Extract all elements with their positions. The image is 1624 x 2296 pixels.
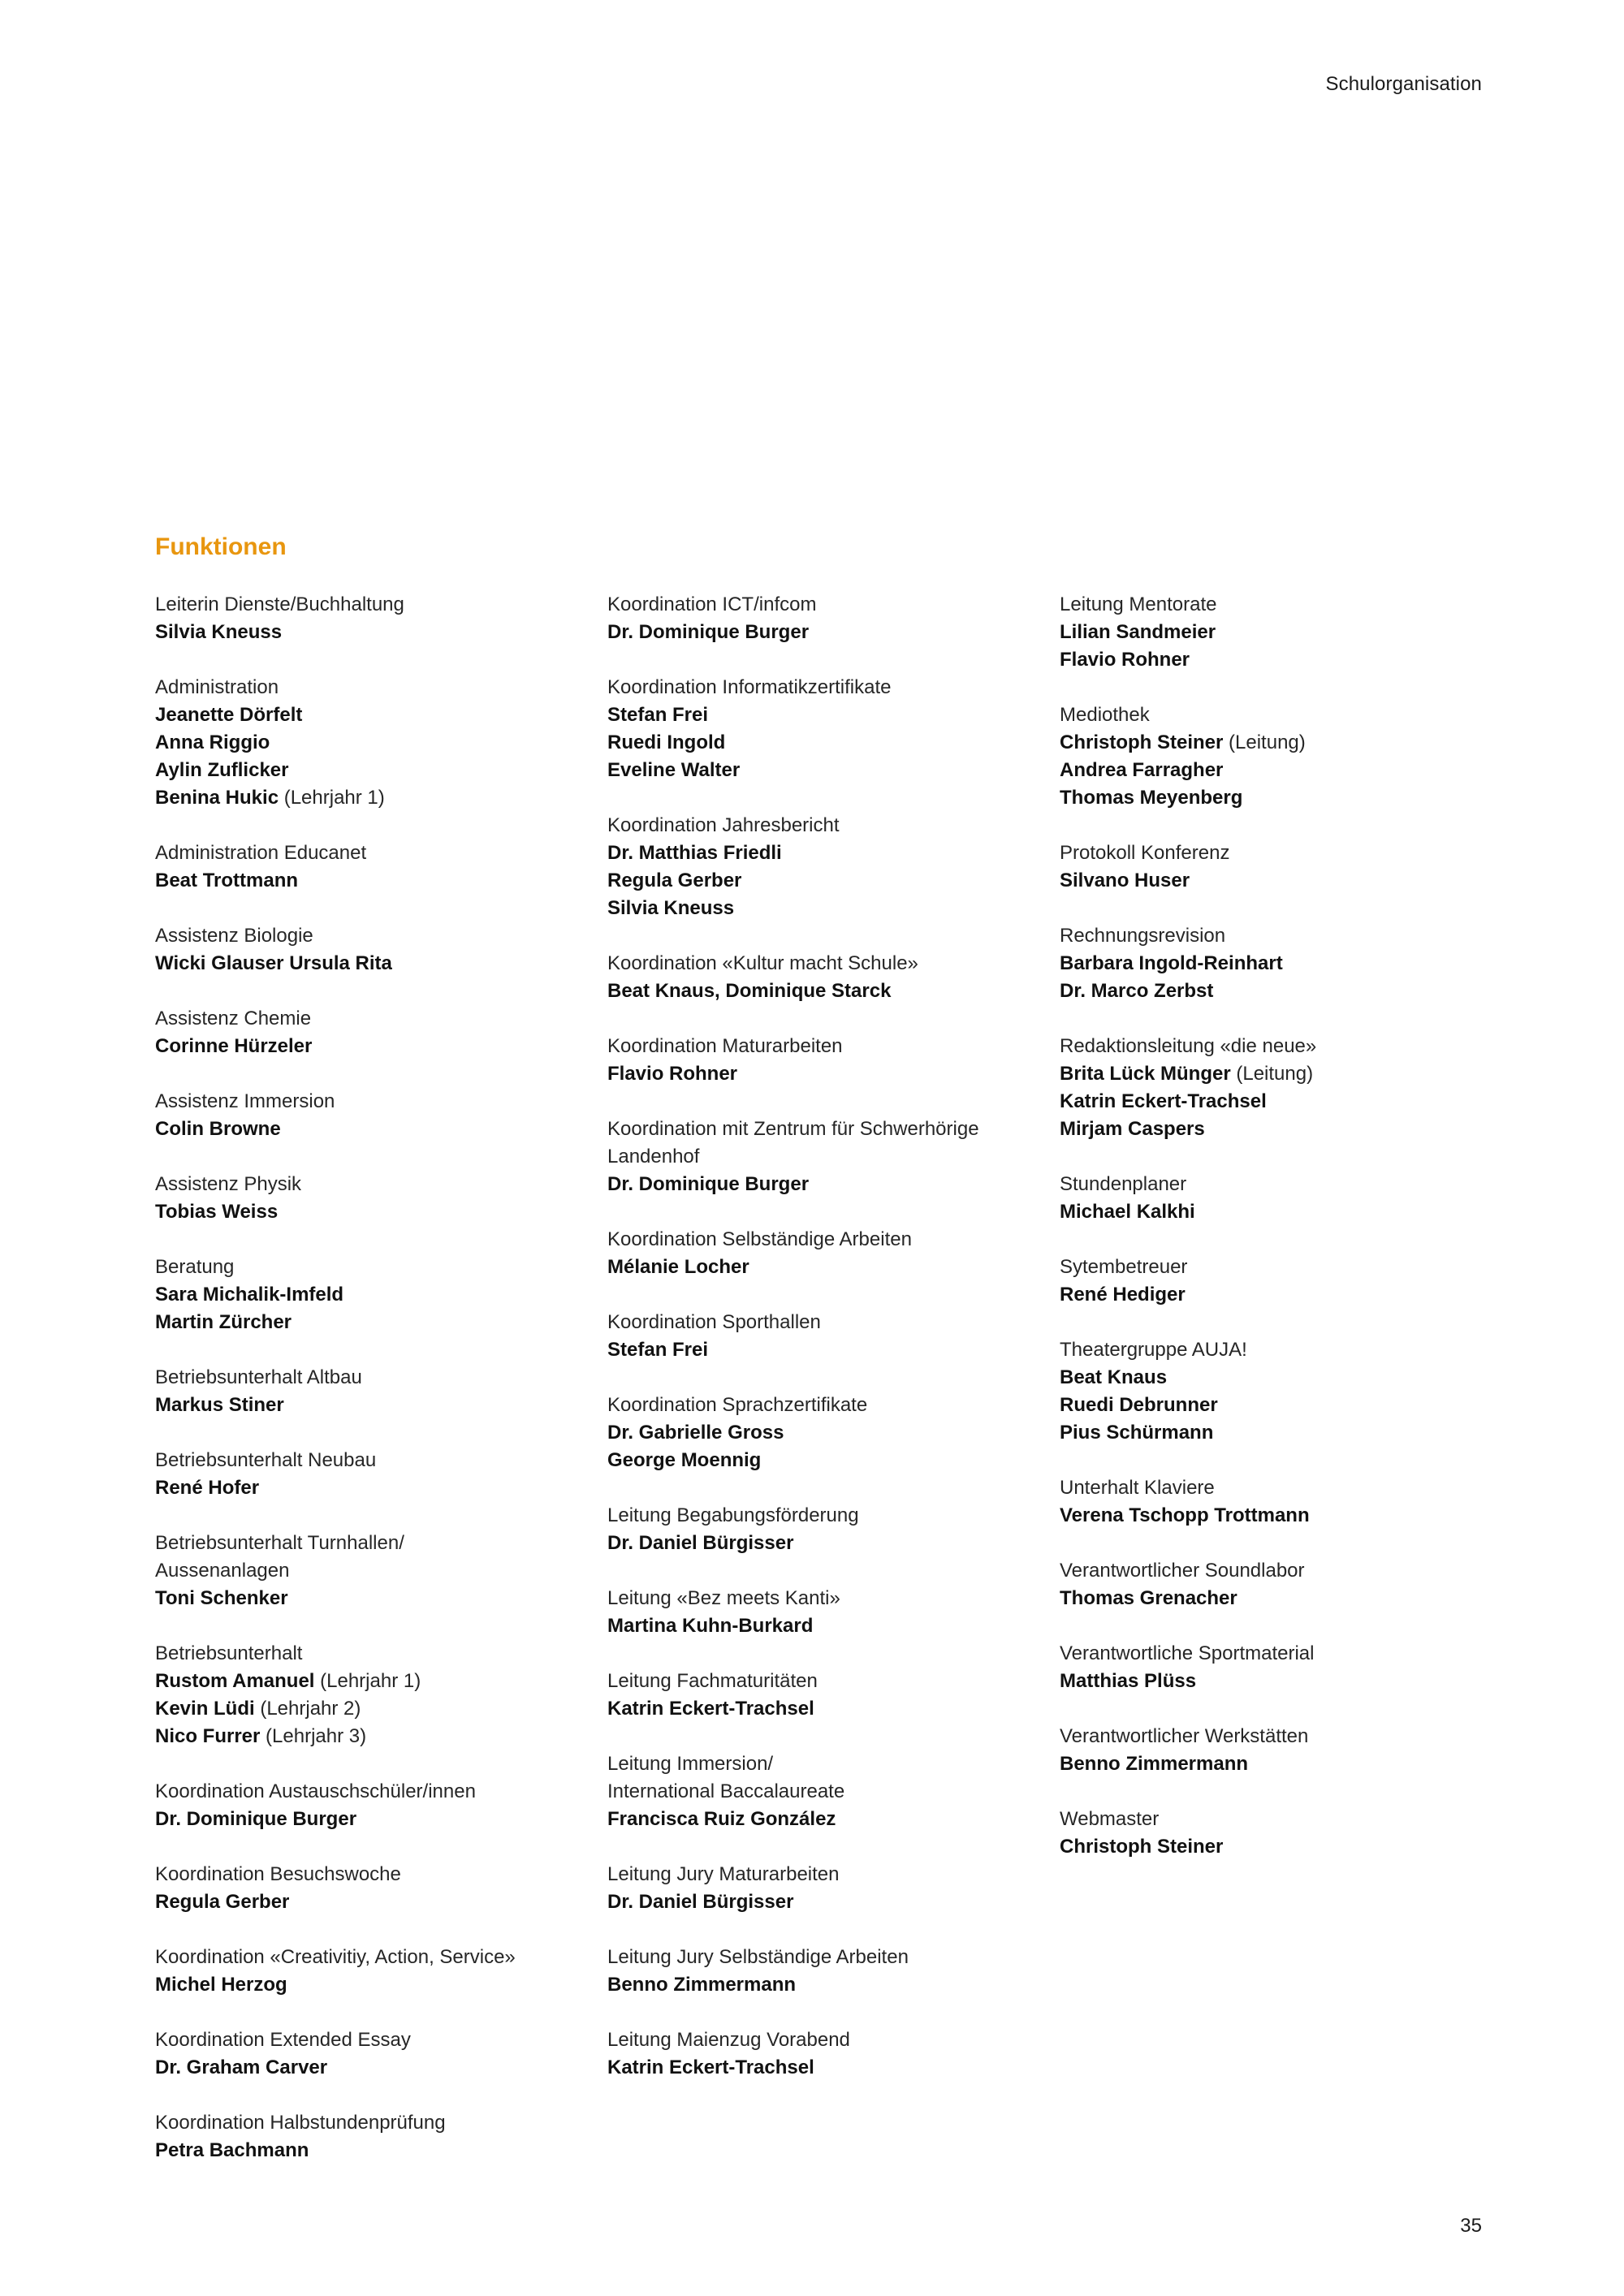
function-entry: [1060, 1171, 1466, 1226]
person-name: Sara Michalik-Imfeld: [155, 1284, 344, 1306]
person-name: Benina Hukic: [155, 787, 279, 809]
function-title: Koordination Maturarbeiten: [607, 1035, 843, 1057]
function-title: Assistenz Chemie: [155, 1008, 312, 1029]
person-name: Petra Bachmann: [155, 2139, 309, 2161]
person-line: [1060, 729, 1466, 757]
function-title: Webmaster: [1060, 1808, 1160, 1830]
person-name: Thomas Meyenberg: [1060, 787, 1243, 809]
person-line: [155, 1309, 561, 1336]
function-title: Protokoll Konferenz: [1060, 842, 1230, 864]
function-entry: [607, 1585, 1013, 1640]
function-title: Koordination Halbstundenprüfung: [155, 2112, 446, 2134]
person-line: [1060, 1750, 1466, 1778]
function-title: Assistenz Immersion: [155, 1090, 335, 1112]
function-entry: [1060, 1806, 1466, 1861]
function-entry: [607, 1116, 1013, 1198]
person-line: [607, 729, 1013, 757]
person-line: [155, 619, 561, 646]
person-line: [1060, 1585, 1466, 1612]
function-title: Aussenanlagen: [155, 1560, 290, 1582]
function-entry: [607, 674, 1013, 784]
function-title: Unterhalt Klaviere: [1060, 1477, 1215, 1499]
person-name: Kevin Lüdi: [155, 1698, 255, 1720]
person-name: Katrin Eckert-Trachsel: [607, 2056, 814, 2078]
person-name: Katrin Eckert-Trachsel: [607, 1698, 814, 1720]
function-title: Landenhof: [607, 1146, 700, 1167]
function-entry: [607, 1392, 1013, 1474]
function-title: Leitung Jury Selbständige Arbeiten: [607, 1946, 909, 1968]
person-name: Stefan Frei: [607, 704, 709, 726]
function-entry: [155, 1861, 561, 1916]
function-entry: [155, 591, 561, 646]
function-entry: [155, 1171, 561, 1226]
function-entry: [155, 1640, 561, 1750]
person-line: [155, 867, 561, 895]
person-name: Colin Browne: [155, 1118, 281, 1140]
function-entry: [1060, 1033, 1466, 1143]
person-name: Benno Zimmermann: [1060, 1753, 1249, 1775]
person-line: [1060, 1088, 1466, 1116]
function-entry: [155, 1254, 561, 1336]
person-name: Beat Knaus: [1060, 1366, 1168, 1388]
person-line: [155, 1281, 561, 1309]
person-name: Dr. Daniel Bürgisser: [607, 1532, 794, 1554]
person-line: [1060, 1419, 1466, 1447]
person-line: [155, 1198, 561, 1226]
function-title: Betriebsunterhalt Altbau: [155, 1366, 362, 1388]
function-entry: [155, 674, 561, 812]
person-note: (Leitung): [1230, 1063, 1314, 1085]
function-title: Leitung «Bez meets Kanti»: [607, 1587, 840, 1609]
function-title: Koordination ICT/infcom: [607, 593, 817, 615]
person-name: Beat Knaus, Dominique Starck: [607, 980, 892, 1002]
person-line: [155, 1668, 561, 1695]
function-title: Leitung Fachmaturitäten: [607, 1670, 818, 1692]
person-line: [607, 978, 1013, 1005]
person-line: [1060, 1116, 1466, 1143]
person-name: Pius Schürmann: [1060, 1422, 1214, 1444]
function-title: Koordination Selbständige Arbeiten: [607, 1228, 912, 1250]
function-entry: [607, 1502, 1013, 1557]
function-entry: [607, 1309, 1013, 1364]
person-line: [155, 1695, 561, 1723]
function-title: Koordination Jahresbericht: [607, 814, 840, 836]
person-line: [1060, 1364, 1466, 1392]
function-entry: [1060, 1557, 1466, 1612]
running-header: Schulorganisation: [1325, 73, 1482, 95]
person-line: [155, 1888, 561, 1916]
person-name: Brita Lück Münger: [1060, 1063, 1231, 1085]
function-entry: [1060, 1723, 1466, 1778]
person-line: [607, 839, 1013, 867]
function-title: Beratung: [155, 1256, 235, 1278]
person-name: Dr. Daniel Bürgisser: [607, 1891, 794, 1913]
function-title: Verantwortlicher Soundlabor: [1060, 1560, 1305, 1582]
person-name: Andrea Farragher: [1060, 759, 1224, 781]
person-line: [607, 1171, 1013, 1198]
person-note: (Leitung): [1223, 732, 1306, 753]
person-line: [607, 619, 1013, 646]
function-entry: [1060, 1474, 1466, 1530]
function-title: Koordination Austauschschüler/innen: [155, 1780, 476, 1802]
person-line: [155, 2137, 561, 2164]
person-name: Corinne Hürzeler: [155, 1035, 313, 1057]
person-name: Benno Zimmermann: [607, 1974, 797, 1996]
person-name: Flavio Rohner: [607, 1063, 738, 1085]
person-name: Dr. Graham Carver: [155, 2056, 328, 2078]
function-title: Assistenz Biologie: [155, 925, 313, 947]
person-name: Christoph Steiner: [1060, 732, 1224, 753]
person-line: [1060, 757, 1466, 784]
function-entry: [155, 1944, 561, 1999]
person-line: [1060, 784, 1466, 812]
function-entry: [155, 1088, 561, 1143]
function-title: Leitung Begabungsförderung: [607, 1504, 859, 1526]
function-entry: [607, 2026, 1013, 2082]
person-name: George Moennig: [607, 1449, 762, 1471]
function-entry: [1060, 839, 1466, 895]
function-title: Leitung Jury Maturarbeiten: [607, 1863, 840, 1885]
person-name: René Hediger: [1060, 1284, 1186, 1306]
person-line: [155, 2054, 561, 2082]
person-name: Katrin Eckert-Trachsel: [1060, 1090, 1267, 1112]
person-name: Silvano Huser: [1060, 870, 1190, 891]
function-entry: [155, 2026, 561, 2082]
person-line: [1060, 1281, 1466, 1309]
function-title: Koordination Sporthallen: [607, 1311, 821, 1333]
person-line: [1060, 950, 1466, 978]
person-name: Martin Zürcher: [155, 1311, 292, 1333]
person-note: (Lehrjahr 1): [314, 1670, 421, 1692]
person-name: Aylin Zuflicker: [155, 759, 289, 781]
person-line: [607, 1336, 1013, 1364]
function-title: Leitung Maienzug Vorabend: [607, 2029, 850, 2051]
person-line: [607, 1447, 1013, 1474]
function-entry: [155, 1530, 561, 1612]
person-name: Ruedi Debrunner: [1060, 1394, 1218, 1416]
person-line: [607, 1971, 1013, 1999]
function-title: Mediothek: [1060, 704, 1150, 726]
person-line: [607, 1530, 1013, 1557]
function-title: Koordination «Creativitiy, Action, Service»: [155, 1946, 516, 1968]
person-line: [155, 1971, 561, 1999]
person-name: Mélanie Locher: [607, 1256, 749, 1278]
function-entry: [155, 922, 561, 978]
person-line: [607, 2054, 1013, 2082]
function-entry: [1060, 1640, 1466, 1695]
function-entry: [607, 1861, 1013, 1916]
person-name: Lilian Sandmeier: [1060, 621, 1216, 643]
person-name: René Hofer: [155, 1477, 260, 1499]
person-line: [1060, 1198, 1466, 1226]
function-entry: [155, 1778, 561, 1833]
person-name: Matthias Plüss: [1060, 1670, 1197, 1692]
person-name: Regula Gerber: [155, 1891, 290, 1913]
function-title: Rechnungsrevision: [1060, 925, 1226, 947]
person-line: [1060, 1833, 1466, 1861]
function-entry: [607, 1668, 1013, 1723]
person-line: [155, 1806, 561, 1833]
person-note: (Lehrjahr 2): [254, 1698, 361, 1720]
person-name: Dr. Dominique Burger: [155, 1808, 357, 1830]
function-title: Administration: [155, 676, 279, 698]
function-title: Koordination Extended Essay: [155, 2029, 411, 2051]
function-title: Koordination Informatikzertifikate: [607, 676, 892, 698]
person-line: [1060, 978, 1466, 1005]
function-title: Assistenz Physik: [155, 1173, 302, 1195]
section-heading: Funktionen: [155, 533, 287, 560]
person-line: [155, 1723, 561, 1750]
function-title: Stundenplaner: [1060, 1173, 1187, 1195]
person-name: Martina Kuhn-Burkard: [607, 1615, 814, 1637]
function-entry: [155, 1364, 561, 1419]
person-line: [607, 867, 1013, 895]
person-name: Eveline Walter: [607, 759, 741, 781]
function-title: Leiterin Dienste/Buchhaltung: [155, 593, 404, 615]
person-name: Barbara Ingold-Reinhart: [1060, 952, 1283, 974]
function-title: Redaktionsleitung «die neue»: [1060, 1035, 1317, 1057]
person-name: Mirjam Caspers: [1060, 1118, 1205, 1140]
person-name: Tobias Weiss: [155, 1201, 279, 1223]
person-name: Michel Herzog: [155, 1974, 287, 1996]
person-line: [155, 729, 561, 757]
function-entry: [607, 1033, 1013, 1088]
page-number: 35: [1460, 2215, 1482, 2237]
person-line: [607, 1695, 1013, 1723]
person-line: [155, 1474, 561, 1502]
person-name: Christoph Steiner: [1060, 1836, 1224, 1858]
person-note: (Lehrjahr 1): [279, 787, 385, 809]
person-name: Silvia Kneuss: [155, 621, 283, 643]
person-line: [607, 895, 1013, 922]
function-title: Leitung Mentorate: [1060, 593, 1217, 615]
function-entry: [155, 1005, 561, 1060]
person-name: Anna Riggio: [155, 732, 270, 753]
function-entry: [155, 839, 561, 895]
person-name: Wicki Glauser Ursula Rita: [155, 952, 392, 974]
person-name: Dr. Matthias Friedli: [607, 842, 782, 864]
person-line: [1060, 1668, 1466, 1695]
person-line: [155, 1116, 561, 1143]
person-line: [1060, 867, 1466, 895]
column-2: [607, 591, 1013, 2109]
person-line: [155, 1392, 561, 1419]
person-name: Stefan Frei: [607, 1339, 709, 1361]
person-line: [155, 784, 561, 812]
function-title: International Baccalaureate: [607, 1780, 845, 1802]
function-title: Betriebsunterhalt Neubau: [155, 1449, 377, 1471]
column-3: [1060, 591, 1466, 1888]
function-title: Administration Educanet: [155, 842, 367, 864]
person-name: Dr. Marco Zerbst: [1060, 980, 1214, 1002]
function-entry: [1060, 591, 1466, 674]
person-name: Rustom Amanuel: [155, 1670, 315, 1692]
person-line: [155, 701, 561, 729]
person-line: [1060, 1060, 1466, 1088]
function-title: Sytembetreuer: [1060, 1256, 1188, 1278]
function-entry: [607, 591, 1013, 646]
person-line: [1060, 646, 1466, 674]
function-title: Koordination mit Zentrum für Schwerhörige: [607, 1118, 979, 1140]
person-line: [607, 1806, 1013, 1833]
person-line: [155, 1585, 561, 1612]
function-entry: [607, 1226, 1013, 1281]
person-name: Dr. Gabrielle Gross: [607, 1422, 784, 1444]
person-line: [155, 1033, 561, 1060]
function-title: Verantwortlicher Werkstätten: [1060, 1725, 1309, 1747]
function-entry: [1060, 701, 1466, 812]
function-title: Betriebsunterhalt: [155, 1642, 303, 1664]
person-line: [607, 1419, 1013, 1447]
function-title: Koordination «Kultur macht Schule»: [607, 952, 918, 974]
person-line: [607, 701, 1013, 729]
person-line: [155, 757, 561, 784]
person-name: Francisca Ruiz González: [607, 1808, 836, 1830]
function-title: Verantwortliche Sportmaterial: [1060, 1642, 1315, 1664]
person-note: (Lehrjahr 3): [260, 1725, 367, 1747]
function-title: Theatergruppe AUJA!: [1060, 1339, 1247, 1361]
person-line: [607, 757, 1013, 784]
function-entry: [607, 812, 1013, 922]
person-name: Regula Gerber: [607, 870, 742, 891]
function-entry: [155, 1447, 561, 1502]
person-line: [1060, 1502, 1466, 1530]
person-name: Beat Trottmann: [155, 870, 299, 891]
person-name: Nico Furrer: [155, 1725, 261, 1747]
person-line: [607, 1060, 1013, 1088]
function-entry: [1060, 1254, 1466, 1309]
person-line: [607, 1254, 1013, 1281]
function-entry: [607, 1750, 1013, 1833]
function-title: Koordination Besuchswoche: [155, 1863, 401, 1885]
function-entry: [155, 2109, 561, 2164]
person-name: Flavio Rohner: [1060, 649, 1190, 671]
person-line: [607, 1888, 1013, 1916]
person-name: Toni Schenker: [155, 1587, 288, 1609]
function-entry: [607, 1944, 1013, 1999]
person-name: Thomas Grenacher: [1060, 1587, 1237, 1609]
person-line: [1060, 619, 1466, 646]
person-name: Dr. Dominique Burger: [607, 621, 810, 643]
function-entry: [607, 950, 1013, 1005]
function-title: Koordination Sprachzertifikate: [607, 1394, 868, 1416]
person-line: [607, 1612, 1013, 1640]
person-name: Markus Stiner: [155, 1394, 284, 1416]
person-name: Silvia Kneuss: [607, 897, 735, 919]
person-name: Jeanette Dörfelt: [155, 704, 303, 726]
function-title: Betriebsunterhalt Turnhallen/: [155, 1532, 404, 1554]
column-1: [155, 591, 561, 2192]
person-name: Ruedi Ingold: [607, 732, 726, 753]
function-entry: [1060, 1336, 1466, 1447]
function-title: Leitung Immersion/: [607, 1753, 774, 1775]
person-line: [155, 950, 561, 978]
person-line: [1060, 1392, 1466, 1419]
function-entry: [1060, 922, 1466, 1005]
person-name: Verena Tschopp Trottmann: [1060, 1504, 1310, 1526]
person-name: Michael Kalkhi: [1060, 1201, 1195, 1223]
person-name: Dr. Dominique Burger: [607, 1173, 810, 1195]
